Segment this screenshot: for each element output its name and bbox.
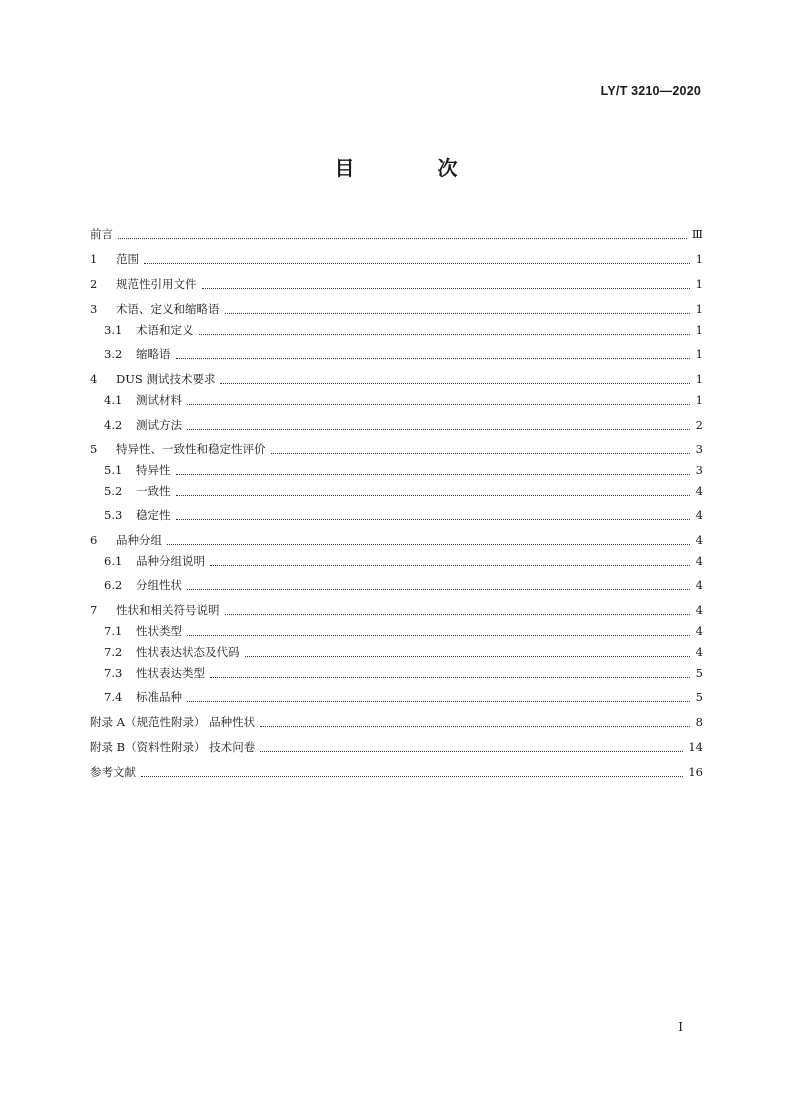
- toc-entry-number: 3.2: [104, 347, 123, 361]
- toc-leader-dots: [220, 382, 690, 384]
- toc-entry-number: 3: [90, 302, 98, 316]
- toc-leader-dots: [187, 588, 690, 590]
- toc-entry-page: 14: [688, 740, 703, 754]
- page-title: 目 次: [334, 156, 496, 180]
- toc-entry-6-1[interactable]: [90, 548, 703, 569]
- toc-entry-number: 7.2: [104, 645, 123, 659]
- toc-entry-7-2[interactable]: [90, 639, 703, 660]
- toc-leader-dots: [141, 775, 683, 777]
- toc-entry-page: 1: [695, 393, 703, 407]
- toc-entry-page: 1: [695, 252, 703, 266]
- toc-entry-number: 7.4: [104, 690, 123, 704]
- toc-entry-3-2[interactable]: [90, 338, 703, 362]
- toc-leader-dots: [271, 452, 691, 454]
- toc-entry-number: 5: [90, 442, 98, 456]
- toc-leader-dots: [167, 543, 690, 545]
- toc-entry-number: 5.1: [104, 463, 123, 477]
- toc-leader-dots: [210, 564, 690, 566]
- toc-entry-page: 1: [695, 347, 703, 361]
- toc-entry-7[interactable]: [90, 593, 703, 618]
- toc-leader-dots: [187, 634, 690, 636]
- toc-leader-dots: [245, 655, 691, 657]
- toc-entry-page: 2: [695, 418, 703, 432]
- toc-leader-dots: [225, 312, 691, 314]
- table-of-contents: [90, 216, 703, 780]
- toc-entry-7-1[interactable]: [90, 618, 703, 639]
- toc-entry-label: 特异性、一致性和稳定性评价: [116, 442, 266, 456]
- toc-leader-dots: [118, 237, 687, 239]
- toc-entry-label: 分组性状: [136, 578, 182, 592]
- toc-leader-dots: [199, 333, 691, 335]
- toc-entry-appendix-a[interactable]: [90, 705, 703, 730]
- toc-entry-label: 测试方法: [136, 418, 182, 432]
- toc-leader-dots: [144, 262, 690, 264]
- toc-entry-page: 1: [695, 277, 703, 291]
- toc-entry-label: 性状和相关符号说明: [116, 603, 220, 617]
- toc-entry-4-2[interactable]: [90, 408, 703, 433]
- toc-entry-7-4[interactable]: [90, 681, 703, 705]
- toc-entry-5-3[interactable]: [90, 499, 703, 523]
- toc-entry-page: 1: [695, 302, 703, 316]
- toc-entry-label: DUS 测试技术要求: [116, 372, 216, 386]
- toc-entry-3-1[interactable]: [90, 317, 703, 338]
- toc-entry-number: 4: [90, 372, 98, 386]
- toc-entry-label: 标准品种: [136, 690, 182, 704]
- toc-entry-page: 3: [695, 442, 703, 456]
- toc-entry-label: 参考文献: [90, 765, 136, 779]
- toc-leader-dots: [210, 676, 690, 678]
- toc-leader-dots: [260, 750, 683, 752]
- toc-entry-label: 测试材料: [136, 393, 182, 407]
- toc-entry-label: 术语、定义和缩略语: [116, 302, 220, 316]
- toc-entry-page: 3: [695, 463, 703, 477]
- toc-entry-label: 特异性: [136, 463, 171, 477]
- toc-entry-number: 5.2: [104, 484, 123, 498]
- toc-entry-number: 7.3: [104, 666, 123, 680]
- toc-entry-appendix-b[interactable]: [90, 730, 703, 755]
- toc-entry-number: 1: [90, 252, 98, 266]
- toc-entry-page: 1: [695, 372, 703, 386]
- toc-entry-page: Ⅲ: [691, 227, 703, 241]
- toc-entry-label: 规范性引用文件: [116, 277, 197, 291]
- toc-leader-dots: [187, 700, 690, 702]
- toc-entry-number: 7: [90, 603, 98, 617]
- toc-entry-page: 8: [695, 715, 703, 729]
- toc-entry-page: 1: [695, 323, 703, 337]
- toc-leader-dots: [176, 473, 691, 475]
- toc-entry-number: 6: [90, 533, 98, 547]
- toc-entry-page: 4: [695, 603, 703, 617]
- toc-entry-label: 性状类型: [136, 624, 182, 638]
- toc-entry-number: 6.1: [104, 554, 123, 568]
- toc-leader-dots: [176, 357, 691, 359]
- toc-entry-page: 4: [695, 645, 703, 659]
- toc-entry-1[interactable]: [90, 242, 703, 267]
- toc-entry-number: 6.2: [104, 578, 123, 592]
- toc-entry-label: 术语和定义: [136, 323, 194, 337]
- toc-entry-label: 一致性: [136, 484, 171, 498]
- toc-entry-label: 前言: [90, 227, 113, 241]
- toc-entry-5-1[interactable]: [90, 457, 703, 478]
- toc-entry-label: 附录 A（规范性附录） 品种性状: [90, 715, 256, 729]
- toc-leader-dots: [202, 287, 691, 289]
- toc-entry-page: 5: [695, 690, 703, 704]
- toc-entry-label: 缩略语: [136, 347, 171, 361]
- toc-entry-page: 5: [695, 666, 703, 680]
- toc-entry-4[interactable]: [90, 362, 703, 387]
- toc-entry-page: 4: [695, 624, 703, 638]
- toc-leader-dots: [176, 518, 691, 520]
- toc-entry-5-2[interactable]: [90, 478, 703, 499]
- toc-entry-number: 4.2: [104, 418, 123, 432]
- toc-leader-dots: [187, 428, 690, 430]
- toc-entry-label: 性状表达类型: [136, 666, 205, 680]
- toc-entry-label: 稳定性: [136, 508, 171, 522]
- toc-leader-dots: [187, 403, 690, 405]
- toc-entry-6[interactable]: [90, 523, 703, 548]
- toc-entry-number: 2: [90, 277, 98, 291]
- toc-leader-dots: [260, 725, 690, 727]
- toc-entry-4-1[interactable]: [90, 387, 703, 408]
- toc-entry-5[interactable]: [90, 433, 703, 457]
- toc-entry-references[interactable]: [90, 755, 703, 780]
- toc-entry-label: 品种分组说明: [136, 554, 205, 568]
- toc-entry-page: 4: [695, 484, 703, 498]
- toc-entry-6-2[interactable]: [90, 569, 703, 593]
- toc-entry-page: 16: [688, 765, 703, 779]
- toc-entry-page: 4: [695, 554, 703, 568]
- toc-entry-number: 7.1: [104, 624, 123, 638]
- toc-leader-dots: [176, 494, 691, 496]
- toc-entry-label: 性状表达状态及代码: [136, 645, 240, 659]
- standard-code: LY/T 3210—2020: [600, 84, 701, 98]
- toc-entry-3[interactable]: [90, 292, 703, 317]
- toc-entry-2[interactable]: [90, 267, 703, 292]
- toc-entry-label: 附录 B（资料性附录） 技术问卷: [90, 740, 256, 754]
- page-number: I: [678, 1020, 683, 1034]
- toc-entry-number: 4.1: [104, 393, 123, 407]
- toc-entry-page: 4: [695, 508, 703, 522]
- toc-entry-number: 3.1: [104, 323, 123, 337]
- toc-entry-label: 品种分组: [116, 533, 162, 547]
- toc-entry-page: 4: [695, 533, 703, 547]
- toc-entry-page: 4: [695, 578, 703, 592]
- toc-entry-number: 5.3: [104, 508, 123, 522]
- toc-leader-dots: [225, 613, 691, 615]
- toc-entry-label: 范围: [116, 252, 139, 266]
- toc-entry-7-3[interactable]: [90, 660, 703, 681]
- toc-entry-foreword[interactable]: [90, 216, 703, 242]
